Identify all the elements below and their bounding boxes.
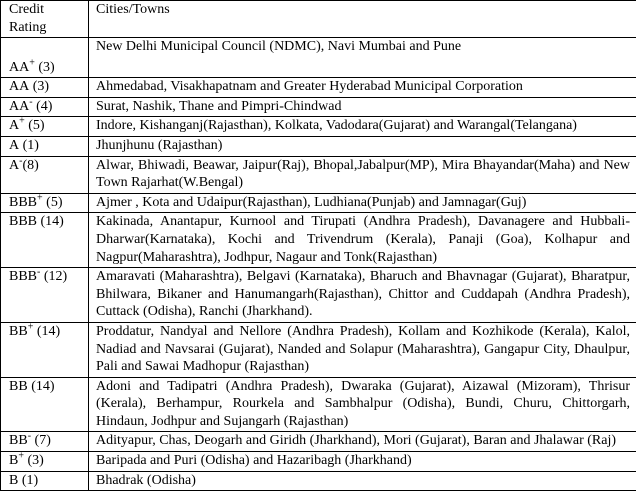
rating-base: BB <box>9 378 28 394</box>
rating-cell <box>1 97 89 117</box>
rating-count: (14) <box>37 214 64 230</box>
rating-cell <box>1 136 89 156</box>
table-row <box>1 97 636 117</box>
cities-cell: Ajmer , Kota and Udaipur(Rajasthan), Ludhiana(Punjab) and Jamnagar(Guj) <box>89 193 636 213</box>
rating-cell <box>1 432 89 452</box>
rating-cell <box>1 322 89 377</box>
rating-base: BBB <box>9 194 38 210</box>
rating-superscript: + <box>18 451 24 462</box>
rating-base: AA <box>9 98 30 114</box>
table-row <box>1 213 636 268</box>
rating-cell <box>1 117 89 137</box>
cities-cell: Surat, Nashik, Thane and Pimpri-Chindwad <box>89 97 636 117</box>
rating-count: (14) <box>33 323 61 339</box>
table-row <box>1 193 636 213</box>
rating-superscript: - <box>27 431 32 442</box>
rating-base: BBB <box>9 269 38 285</box>
header-cities-towns: Cities/Towns <box>89 1 636 38</box>
rating-base: BBB <box>9 214 38 230</box>
cities-cell: Amaravati (Maharashtra), Belgavi (Karnataka), Bharuch and Bhavnagar (Gujarat), Bharatpur, Bhilwara, Bikaner and Hanumangarh(Rajasthan), Chittor and Cuddapah (Andhra Pradesh), Cuttack (Odisha), Ranchi (Jharkhand). <box>89 268 636 323</box>
rating-cell <box>1 268 89 323</box>
rating-count: (1) <box>19 137 39 153</box>
cities-cell: Kakinada, Anantapur, Kurnool and Tirupati (Andhra Pradesh), Davanagere and Hubbali-Dharwar(Karnataka), Kochi and Trivendrum (Kerala), Panaji (Goa), Kolhapur and Nagpur(Maharashtra), Jodhpur, Nagaur and Tonk(Rajasthan) <box>89 213 636 268</box>
table-row <box>1 136 636 156</box>
rating-base: A <box>9 118 20 134</box>
rating-count: (7) <box>31 433 51 449</box>
rating-count: (5) <box>24 118 45 134</box>
cities-cell: Proddatur, Nandyal and Nellore (Andhra Pradesh), Kollam and Kozhikode (Kerala), Kalol, Nadiad and Navsarai (Gujarat), Nanded and Solapur (Maharashtra), Gangapur City, Dhaulpur, Pali and Sawai Madhopur (Rajasthan) <box>89 322 636 377</box>
table-row <box>1 78 636 98</box>
rating-count: (14) <box>27 378 55 394</box>
rating-superscript: - <box>19 156 23 166</box>
cities-cell: Bhadrak (Odisha) <box>89 471 636 491</box>
rating-cell <box>1 78 89 98</box>
rating-base: B <box>9 472 19 488</box>
rating-count: (8) <box>22 157 39 173</box>
table-row <box>1 322 636 377</box>
rating-base: AA <box>9 79 30 95</box>
table-row <box>1 268 636 323</box>
rating-superscript: - <box>29 97 33 108</box>
rating-count: (4) <box>32 98 53 114</box>
rating-count: (3) <box>23 453 44 469</box>
table-row <box>1 38 636 78</box>
rating-count: (12) <box>40 269 68 285</box>
rating-cell <box>1 377 89 432</box>
rating-base: BB <box>9 433 28 449</box>
rating-count: (1) <box>18 472 39 488</box>
cities-cell: New Delhi Municipal Council (NDMC), Navi Mumbai and Pune <box>89 38 636 78</box>
rating-base: AA <box>9 59 30 75</box>
rating-cell <box>1 193 89 213</box>
cities-cell: Adityapur, Chas, Deogarh and Giridh (Jharkhand), Mori (Gujarat), Baran and Jhalawar (Raj) <box>89 432 636 452</box>
rating-superscript: - <box>37 267 41 278</box>
cities-cell: Baripada and Puri (Odisha) and Hazaribagh (Jharkhand) <box>89 452 636 472</box>
cities-cell: Indore, Kishanganj(Rajasthan), Kolkata, Vadodara(Gujarat) and Warangal(Telangana) <box>89 117 636 137</box>
rating-count: (5) <box>42 194 63 210</box>
rating-superscript: + <box>29 56 35 68</box>
rating-superscript: + <box>37 193 43 204</box>
table-row <box>1 156 636 193</box>
cities-cell: Ahmedabad, Visakhapatnam and Greater Hyderabad Municipal Corporation <box>89 78 636 98</box>
rating-count: (3) <box>34 59 55 75</box>
table-row <box>1 471 636 491</box>
table-row <box>1 452 636 472</box>
header-credit-rating: Credit Rating <box>1 1 89 38</box>
table-row <box>1 117 636 137</box>
rating-cell <box>1 213 89 268</box>
rating-superscript: + <box>19 116 25 127</box>
table-row <box>1 377 636 432</box>
rating-cell <box>1 156 89 193</box>
cities-cell: Adoni and Tadipatri (Andhra Pradesh), Dwaraka (Gujarat), Aizawal (Mizoram), Thrisur (Kerala), Berhampur, Rourkela and Sambhalpur (Odisha), Bundi, Churu, Chittorgarh, Hindaun, Jodhpur and Sujangarh (Rajasthan) <box>89 377 636 432</box>
cities-cell: Jhunjhunu (Rajasthan) <box>89 136 636 156</box>
rating-base: A <box>9 157 20 173</box>
table-row <box>1 432 636 452</box>
rating-count: (3) <box>29 79 50 95</box>
rating-cell <box>1 452 89 472</box>
rating-base: A <box>9 137 20 153</box>
rating-base: BB <box>9 323 28 339</box>
header-row <box>1 1 636 38</box>
cities-cell: Alwar, Bhiwadi, Beawar, Jaipur(Raj), Bhopal,Jabalpur(MP), Mira Bhayandar(Maha) and New Town Rajarhat(W.Bengal) <box>89 156 636 193</box>
rating-cell <box>1 38 89 78</box>
rating-cell <box>1 471 89 491</box>
rating-superscript: + <box>27 322 34 333</box>
rating-base: B <box>9 453 19 469</box>
